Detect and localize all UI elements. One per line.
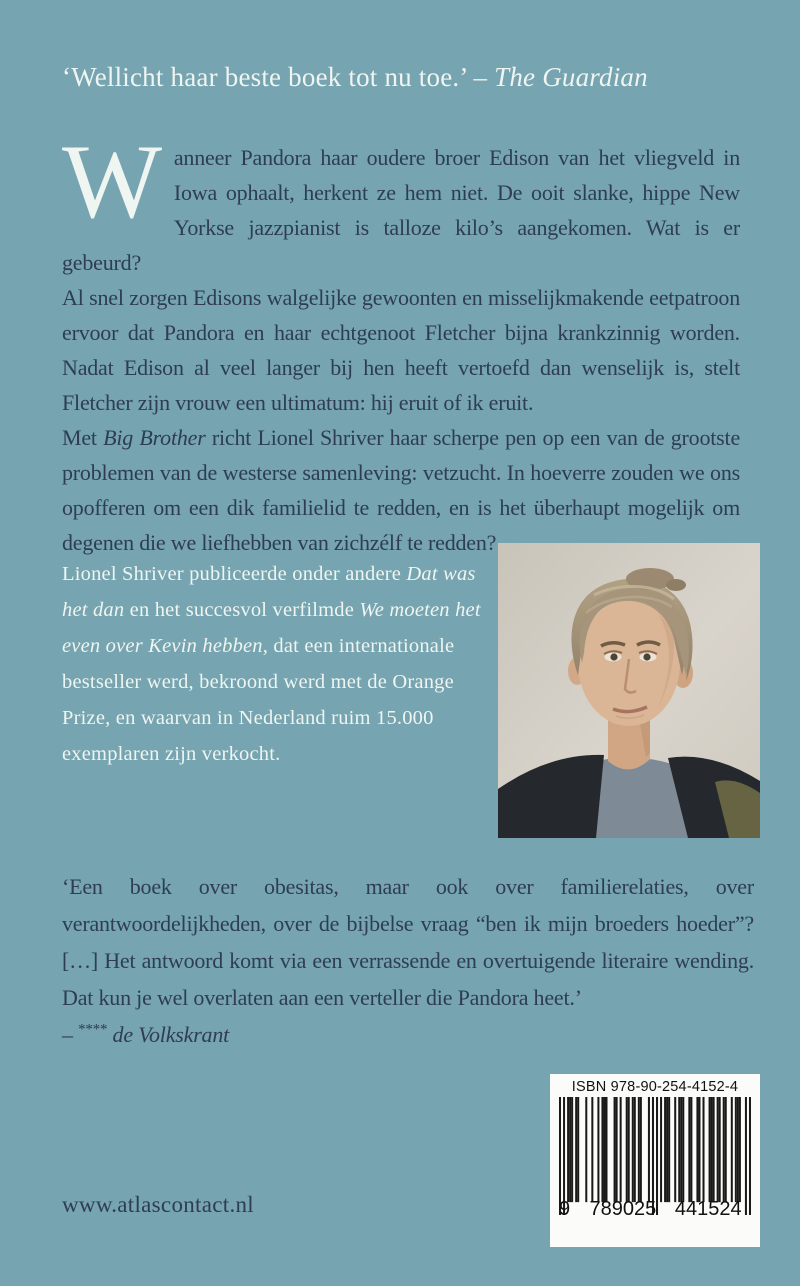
synopsis-paragraph-1 [62, 123, 740, 280]
barcode-digits [559, 1199, 751, 1219]
hair-bun-2 [666, 579, 686, 591]
synopsis [62, 123, 741, 560]
synopsis-paragraph-1-text: anneer Pandora haar oudere broer Edison van het vliegveld in Iowa ophaalt, herkent ze hem niet. De ooit slanke, hippe New Yorkse jazzpianist is talloze kilo’s aangekomen. Wat is er gebeurd? [62, 145, 740, 275]
barcode-digit-first: 9 [559, 1198, 571, 1220]
review-attribution: – **** de Volkskrant [62, 1021, 230, 1047]
author-bio [62, 556, 482, 772]
review-quote-block [62, 868, 754, 1053]
barcode-box [550, 1074, 760, 1247]
isbn-label: ISBN 978-90-254-4152-4 [571, 1079, 739, 1095]
iris-right [643, 653, 650, 660]
review-quote-text: ‘Een boek over obesitas, maar ook over familierelaties, over verantwoordelijkheden, over de bijbelse vraag “ben ik mijn broeders hoeder”? […] Het antwoord komt via een verrassende en overtuigende literaire wending. Dat kun je wel overlaten aan een verteller die Pandora heet.’ [62, 874, 754, 1010]
publisher-website: www.atlascontact.nl [62, 1192, 254, 1217]
iris-left [610, 653, 617, 660]
synopsis-paragraph-3: Met Big Brother richt Lionel Shriver haar scherpe pen op een van de grootste problemen van de westerse samenleving: vetzucht. In hoeverre zouden we ons opofferen om een dik familielid te redden, en is het überhaupt mogelijk om degenen die we liefhebben van zichzélf te redden? [62, 425, 741, 555]
press-quote-guardian: ‘Wellicht haar beste boek tot nu toe.’ – The Guardian [62, 62, 648, 92]
author-photo [498, 543, 760, 838]
barcode-digits-left: 789025 [589, 1198, 657, 1220]
barcode-digits-right: 441524 [674, 1198, 742, 1220]
drop-cap: W [62, 123, 162, 240]
author-bio-text: Lionel Shriver publiceerde onder andere Dat was het dan en het succesvol verfilmde We moeten het even over Kevin hebben, dat een internationale bestseller werd, bekroond werd met de Orange Prize, en waarvan in Nederland ruim 15.000 exemplaren zijn verkocht. [62, 563, 481, 765]
synopsis-paragraph-2: Al snel zorgen Edisons walgelijke gewoonten en misselijkmakende eetpatroon ervoor dat Pandora en haar echtgenoot Fletcher bijna krankzinnig worden. Nadat Edison al veel langer bij hen heeft vertoefd dan wenselijk is, stelt Fletcher zijn vrouw een ultimatum: hij eruit of ik eruit. [62, 285, 740, 415]
